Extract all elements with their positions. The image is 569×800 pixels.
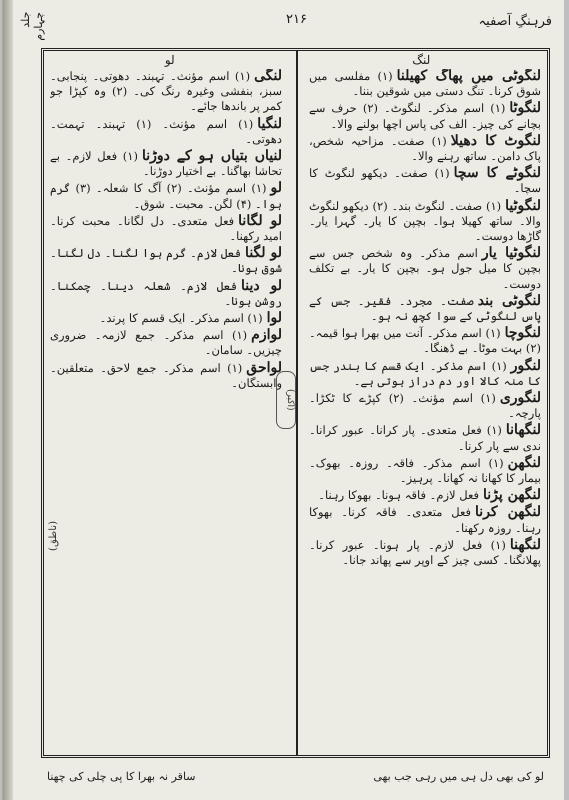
dictionary-entry <box>50 246 282 276</box>
entry-definition: (۱) اسم مؤنث۔ (۱) تہبند۔ تہمت۔ دھوتی۔ <box>50 116 282 146</box>
entry-definition: فعل متعدی۔ فاقہ کرنا۔ بھوکا رہنا۔ روزہ رکھنا۔ <box>309 505 541 535</box>
dictionary-entry <box>50 149 282 179</box>
entry-definition: (۱) فعل لازم۔ بے تحاشا بھاگنا۔ بے اختیار دوڑنا۔ <box>50 149 282 179</box>
dictionary-entry <box>50 279 282 309</box>
dictionary-entry <box>50 181 282 211</box>
entry-headword: لو لگانا <box>238 212 282 229</box>
entry-definition: (۱) اسم مذکر۔ ایک قسم کا بندر جس کا منہ کالا اور دم دراز ہوتی ہے۔ <box>309 358 541 388</box>
entry-headword: لنگھن کرنا <box>475 504 541 521</box>
entry-definition: (۱) مفلسی میں شوق کرنا۔ تنگ دستی میں شوقین بننا۔ <box>309 69 541 99</box>
entry-definition: (۱) اسم مذکر۔ آنت میں بھرا ہوا قیمہ۔ (۲) بہت موٹا۔ بے ڈھنگا۔ <box>309 326 541 356</box>
entry-definition: اسم مذکر۔ وہ شخص جس سے بچپن کا میل جول ہو۔ بچپن کا یار۔ بے تکلف دوست۔ <box>309 246 541 291</box>
dictionary-entry <box>309 294 541 324</box>
dictionary-entry <box>309 423 541 453</box>
entry-definition: (۱) فعل متعدی۔ پار کرانا۔ عبور کرانا۔ ندی سے پار کرنا۔ <box>309 423 541 453</box>
entry-definition: (۱) اسم مذکر۔ جمع لازمہ۔ ضروری چیزیں۔ سامان۔ <box>50 328 282 358</box>
entry-headword: لنگوٹیا یار <box>481 245 541 262</box>
entry-headword: لنگھن <box>507 454 541 471</box>
dictionary-entry <box>309 391 541 421</box>
dictionary-entry <box>50 361 282 391</box>
dictionary-entry <box>309 246 541 292</box>
dictionary-entry <box>50 69 282 115</box>
entry-headword: لنگوٹیا <box>505 197 541 214</box>
footer-verse-right: لو کی بھی دل ہی میں رہی جب بھی <box>373 770 544 783</box>
dictionary-entry <box>50 328 282 358</box>
entry-definition: (۱) اسم مؤنث۔ تہبند۔ دھوتی۔ پنجابی۔ سبز، بنفشی وغیرہ رنگ کی۔ (۲) وہ کپڑا جو کمر پر باندھا جائے۔ <box>50 69 282 114</box>
entry-definition: فعل لازم۔ شعلہ دینا۔ چمکنا۔ روشن ہونا۔ <box>50 278 282 308</box>
entry-headword: لنگی <box>254 69 282 84</box>
right-column <box>309 69 541 749</box>
dictionary-entry <box>50 311 282 326</box>
entry-headword: لنگوٹی بند <box>477 292 541 309</box>
page-header <box>19 12 556 41</box>
volume-label: جلد چہارم <box>19 12 45 41</box>
margin-note: (ناطق) <box>48 521 59 551</box>
dictionary-entry <box>309 488 541 503</box>
dictionary-entry <box>309 134 541 164</box>
entry-definition: فعل لازم۔ گرم ہوا لگنا۔ دل لگنا۔ شوق ہونا۔ <box>50 246 282 276</box>
left-column-head: لو <box>164 53 175 67</box>
entry-definition: (۱) اسم مؤنث۔ (۲) کپڑے کا ٹکڑا۔ پارچہ۔ <box>309 391 541 421</box>
entry-headword: لنگھنا <box>509 536 541 553</box>
entry-definition: فعل لازم۔ فاقہ ہونا۔ بھوکا رہنا۔ <box>318 488 479 503</box>
entry-headword: لنگھانا <box>505 422 541 439</box>
footer-verse-left: ساقر نہ بھرا کا پی چلی کی چھنا <box>47 770 196 783</box>
dictionary-entry <box>309 326 541 356</box>
dictionary-entry <box>309 69 541 99</box>
book-title: فرہنگِ آصفیہ <box>478 14 552 29</box>
entry-headword: لنگوٹا <box>509 100 541 117</box>
entry-headword: لوا <box>266 310 282 327</box>
entry-definition: (۱) صفت۔ لنگوٹ بند۔ (۲) دیکھو لنگوٹ والا۔ ساتھ کھیلا ہوا۔ بچپن کا یار۔ گہرا یار۔ گاڑھا دوست۔ <box>309 198 541 244</box>
entry-definition: (۱) اسم مؤنث۔ (۲) آگ کا شعلہ۔ (۳) گرم ہوا۔ (۴) لگن۔ محبت۔ شوق۔ <box>50 181 282 211</box>
book-spine <box>3 0 13 800</box>
entry-definition: (۱) فعل لازم۔ پار ہونا۔ عبور کرنا۔ پھلانگنا۔ کسی چیز کے اوپر سے پھاند جانا۔ <box>309 537 541 568</box>
entry-headword: لو دینا <box>240 277 282 294</box>
dictionary-entry <box>309 505 541 535</box>
dictionary-entry <box>309 538 541 568</box>
page-footer <box>43 766 548 790</box>
entry-headword: لنگیا <box>257 115 282 132</box>
dictionary-page <box>2 0 564 800</box>
margin-stamp: (اکبر) <box>276 371 296 429</box>
entry-headword: لنگوٹ کا دھیلا <box>450 132 541 149</box>
entry-definition: فعل متعدی۔ دل لگانا۔ محبت کرنا۔ امید رکھنا۔ <box>50 213 282 244</box>
entry-definition: (۱) اسم مذکر۔ ایک قسم کا پرند۔ <box>99 311 263 326</box>
dictionary-entry <box>50 214 282 244</box>
page-number: ۲۱۶ <box>286 12 307 27</box>
dictionary-entry <box>50 117 282 147</box>
entry-headword: لنگوٹی میں پھاگ کھیلنا <box>396 69 541 84</box>
entry-headword: لنگوچا <box>504 325 541 342</box>
entry-definition: (۱) صفت۔ دیکھو لنگوٹ کا سچا۔ <box>309 166 541 196</box>
entry-headword: لواحق <box>246 359 282 376</box>
entry-headword: لنگور <box>510 357 541 374</box>
entry-definition: (۱) اسم مذکر۔ لنگوٹ۔ (۲) حرف سے بچانے کی چیز۔ الف کی پاس اچھا بولنے والا۔ <box>309 101 541 131</box>
entry-definition: (۱) صفت۔ مزاحیہ شخص، پاک دامن۔ ساتھ رہنے والا۔ <box>309 133 541 164</box>
entry-headword: لنیاں بتیاں ہو کے دوڑنا <box>141 148 282 165</box>
dictionary-entry <box>309 199 541 245</box>
entry-definition: صفت۔ مجرد۔ فقیر۔ جس کے پاس لنگوٹی کے سوا کچھ نہ ہو۔ <box>309 293 541 324</box>
dictionary-entry <box>309 101 541 131</box>
left-column <box>50 69 282 749</box>
entry-headword: لو <box>270 180 282 197</box>
entry-definition: (۱) اسم مذکر۔ فاقہ۔ روزہ۔ بھوک۔ بیمار کا کھانا نہ کھانا۔ پرہیز۔ <box>309 455 541 486</box>
dictionary-entry <box>309 359 541 389</box>
text-frame <box>41 48 550 758</box>
entry-definition: (۱) اسم مذکر۔ جمع لاحق۔ متعلقین۔ وابستگان۔ <box>50 360 282 390</box>
entry-headword: لنگوری <box>499 390 541 407</box>
dictionary-entry <box>309 166 541 196</box>
entry-headword: لنگوٹے کا سچا <box>453 165 541 182</box>
entry-headword: لو لگنا <box>245 245 282 262</box>
entry-headword: لنگھن پڑنا <box>483 487 541 504</box>
dictionary-entry <box>309 456 541 486</box>
right-column-head: لنگ <box>412 53 431 67</box>
entry-headword: لوازم <box>251 327 282 344</box>
